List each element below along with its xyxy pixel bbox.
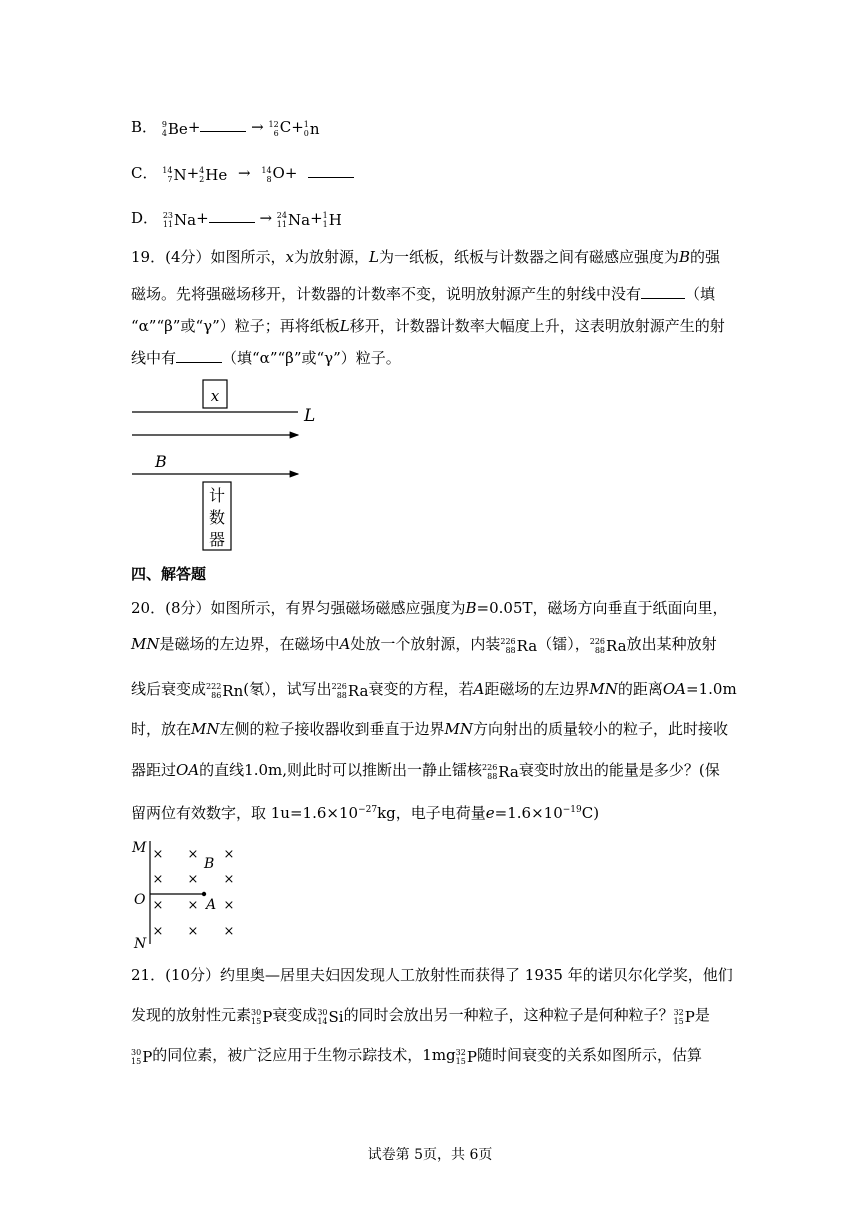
q19-figure <box>130 374 330 554</box>
counter-char-2: 数 <box>208 508 226 527</box>
q20-line-2: MN是磁场的左边界，在磁场中A处放一个放射源，内装 226 88 Ra（镭）， 226 88 Ra放出某种放射 <box>131 635 717 655</box>
cross: × <box>187 847 199 862</box>
nuclide-ra226: 226 88 Ra <box>331 681 369 700</box>
answer-blank[interactable] <box>176 348 222 363</box>
nuclide-na24: 24 11 Na <box>276 210 311 229</box>
option-b: B． 9 4 Be+ → 12 6 C+ 1 0 n <box>131 118 320 138</box>
label-N: N <box>134 936 147 951</box>
q21-line-3: 30 15 P的同位素，被广泛应用于生物示踪技术，1mg 32 15 P随时间衰变的关系如图所示，估算 <box>131 1046 702 1066</box>
nuclide-p32: 32 15 P <box>673 1007 695 1026</box>
nuclide-si30: 30 14 Si <box>317 1007 344 1026</box>
counter-char-3: 器 <box>208 530 226 549</box>
nuclide-na23: 23 11 Na <box>162 210 197 229</box>
q19-line-3: “α”“β”或“γ”）粒子；再将纸板L移开，计数器计数率大幅度上升，这表明放射源产生的射 <box>131 317 725 335</box>
answer-blank[interactable] <box>200 117 246 132</box>
paper-board-label: L <box>304 406 316 426</box>
cross: × <box>187 924 199 939</box>
q20-figure <box>128 836 248 951</box>
q20-line-4: 时，放在MN左侧的粒子接收器收到垂直于边界MN方向射出的质量较小的粒子，此时接收 <box>131 720 729 738</box>
cross: × <box>223 924 235 939</box>
nuclide-rn222: 222 86 Rn <box>206 681 244 700</box>
cross: × <box>187 872 199 887</box>
nuclide-h1: 1 1 H <box>322 210 342 229</box>
label-B: B <box>204 856 215 872</box>
nuclide-n14: 14 7 N <box>162 165 187 184</box>
q19-line-1: 19．(4分）如图所示，x为放射源，L为一纸板，纸板与计数器之间有磁感应强度为B的强 <box>131 248 720 266</box>
cross: × <box>223 847 235 862</box>
cross: × <box>223 898 235 913</box>
page-footer: 试卷第 5页，共 6页 <box>367 1147 493 1163</box>
q20-line-5: 器距过OA的直线1.0m,则此时可以推断出一静止镭核 226 88 Ra衰变时放出的能量是多少？(保 <box>131 761 720 781</box>
nuclide-p32: 32 15 P <box>455 1047 477 1066</box>
nuclide-p30: 30 15 P <box>131 1047 153 1066</box>
q20-line-6: 留两位有效数字，取 $1u=1.6\times 10^{-27}kg$，电子电荷量$e=1.6\times 10^{-19}C$) <box>131 804 600 822</box>
q19-line-4: 线中有 （填“α”“β”或“γ”）粒子。 <box>131 349 401 367</box>
cross: × <box>223 872 235 887</box>
label-O: O <box>134 892 146 908</box>
cross: × <box>152 847 164 862</box>
answer-blank[interactable] <box>641 284 685 299</box>
q19-line-2: 磁场。先将强磁场移开，计数器的计数率不变，说明放射源产生的射线中没有 （填 <box>131 285 716 303</box>
answer-blank[interactable] <box>209 208 255 223</box>
label-A: A <box>206 897 217 913</box>
nuclide-ra226: 226 88 Ra <box>482 762 519 781</box>
nuclide-be9: 9 4 Be <box>161 119 188 138</box>
cross: × <box>152 898 164 913</box>
cross: × <box>152 924 164 939</box>
nuclide-ra226: 226 88 Ra <box>589 636 627 655</box>
cross: × <box>152 872 164 887</box>
q20-line-1: 20．(8分）如图所示，有界匀强磁场磁感应强度为B=0.05T，磁场方向垂直于纸面向里， <box>131 599 728 617</box>
label-M: M <box>132 840 147 856</box>
nuclide-n1: 1 0 n <box>303 119 320 138</box>
counter-char-1: 计 <box>208 486 226 505</box>
field-crosses <box>153 847 235 939</box>
nuclide-p30: 30 15 P <box>251 1007 273 1026</box>
q21-line-2: 发现的放射性元素 30 15 P衰变成 30 14 Si的同时会放出另一种粒子，这种粒子是何种粒子？ 32 15 P是 <box>131 1006 710 1026</box>
source-label: x <box>210 387 220 405</box>
nuclide-he4: 4 2 He <box>199 165 228 184</box>
q20-line-3: 线后衰变成 222 86 Rn(氡），试写出 226 88 Ra衰变的方程，若A距磁场的左边界MN的距离OA=1.0m <box>131 680 737 700</box>
q21-line-1: 21．(10分）约里奥—居里夫妇因发现人工放射性而获得了 1935 年的诺贝尔化学奖，他们 <box>131 966 733 984</box>
nuclide-o14: 14 8 <box>261 166 272 184</box>
answer-blank[interactable] <box>308 163 354 178</box>
point-A <box>202 892 206 896</box>
cross: × <box>187 898 199 913</box>
nuclide-ra226: 226 88 Ra <box>500 636 538 655</box>
nuclide-c12: 12 6 <box>268 120 279 138</box>
option-d: D． 23 11 Na+ → 24 11 Na+ 1 1 H <box>131 209 342 229</box>
section-heading: 四、解答题 <box>131 565 207 583</box>
option-c: C． 14 7 N+ 4 2 He → 14 8 O+ <box>131 163 354 185</box>
field-label: B <box>155 452 167 471</box>
